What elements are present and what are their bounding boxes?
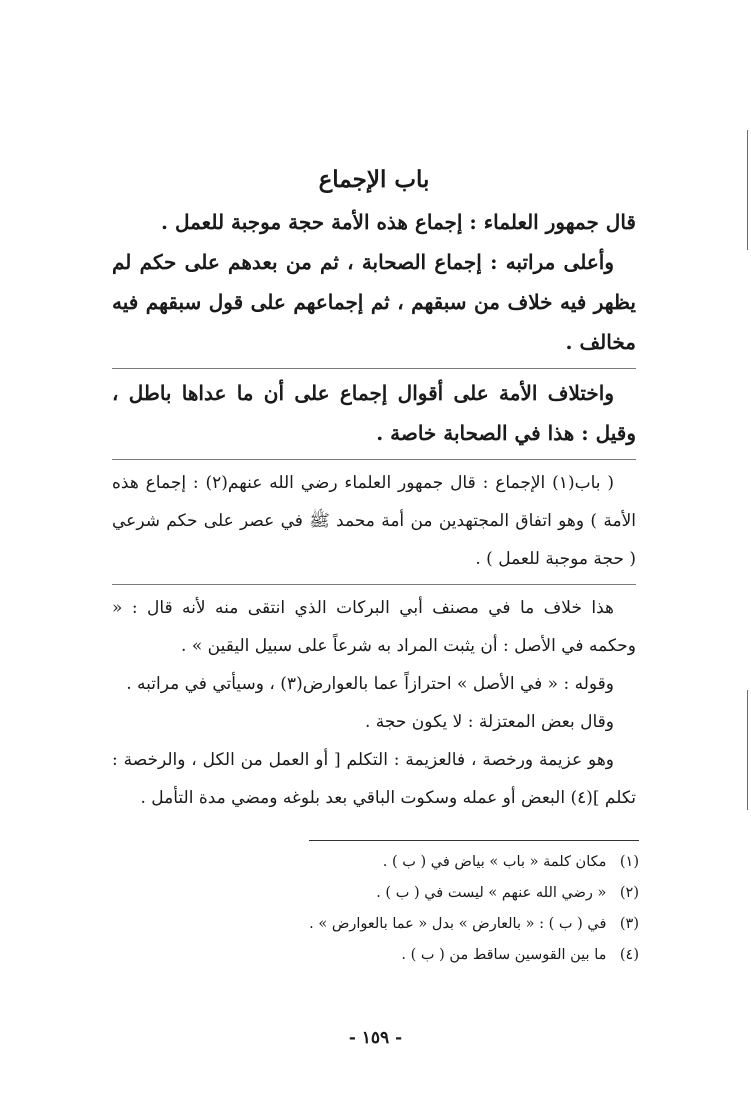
sharh-paragraph-4: وقال بعض المعتزلة : لا يكون حجة . [365,712,614,732]
footnote-3 [309,909,639,940]
footnote-number: (١) [619,854,639,870]
section-divider [112,584,636,585]
sharh-paragraph-2: هذا خلاف ما في مصنف أبي البركات الذي انتقى منه لأنه قال : « وحكمه في الأصل : أن يثبت المراد به شرعاً على سبيل اليقين » . [112,598,636,656]
section-divider [112,368,636,369]
main-text [112,160,636,817]
sharh-paragraph-1: ( باب(١) الإجماع : قال جمهور العلماء رضي الله عنهم(٢) : إجماع هذه الأمة ) وهو اتفاق المجتهدين من أمة محمد ﷺ في عصر على حكم شرعي ( حجة موجبة للعمل ) . [112,473,636,569]
footnote-text: مكان كلمة « باب » بياض في ( ب ) . [382,854,607,870]
footnote-rule [309,840,639,841]
footnote-number: (٣) [619,916,639,932]
footnote-text: في ( ب ) : « بالعارض » بدل « عما بالعوارض » . [309,916,607,932]
matn-paragraph-3: واختلاف الأمة على أقوال إجماع على أن ما عداها باطل ، وقيل : هذا في الصحابة خاصة . [112,381,636,445]
section-divider [112,459,636,460]
footnote-text: ما بين القوسين ساقط من ( ب ) . [401,947,607,963]
sharh-paragraph-3: وقوله : « في الأصل » احترازاً عما بالعوارض(٣) ، وسيأتي في مراتبه . [126,674,614,694]
footnote-1 [309,847,639,878]
matn-paragraph-2: وأعلى مراتبه : إجماع الصحابة ، ثم من بعدهم على حكم لم يظهر فيه خلاف من سبقهم ، ثم إجماعهم على قول سبقهم فيه مخالف . [112,250,636,354]
footnotes [309,840,639,971]
footnote-number: (٢) [619,885,639,901]
page-edge-mark-bottom [747,690,748,810]
page-edge-mark-top [747,130,748,250]
footnote-text: « رضي الله عنهم » ليست في ( ب ) . [376,885,607,901]
footnote-2 [309,878,639,909]
page-number: - ١٥٩ - [348,1028,403,1048]
chapter-title: باب الإجماع [318,166,430,193]
matn-paragraph-1: قال جمهور العلماء : إجماع هذه الأمة حجة موجبة للعمل . [161,210,636,234]
sharh-paragraph-5: وهو عزيمة ورخصة ، فالعزيمة : التكلم [ أو العمل من الكل ، والرخصة : تكلم ](٤) البعض أو عمله وسكوت الباقي بعد بلوغه ومضي مدة التأمل . [112,750,636,808]
footnote-4 [309,940,639,971]
footnote-number: (٤) [619,947,639,963]
